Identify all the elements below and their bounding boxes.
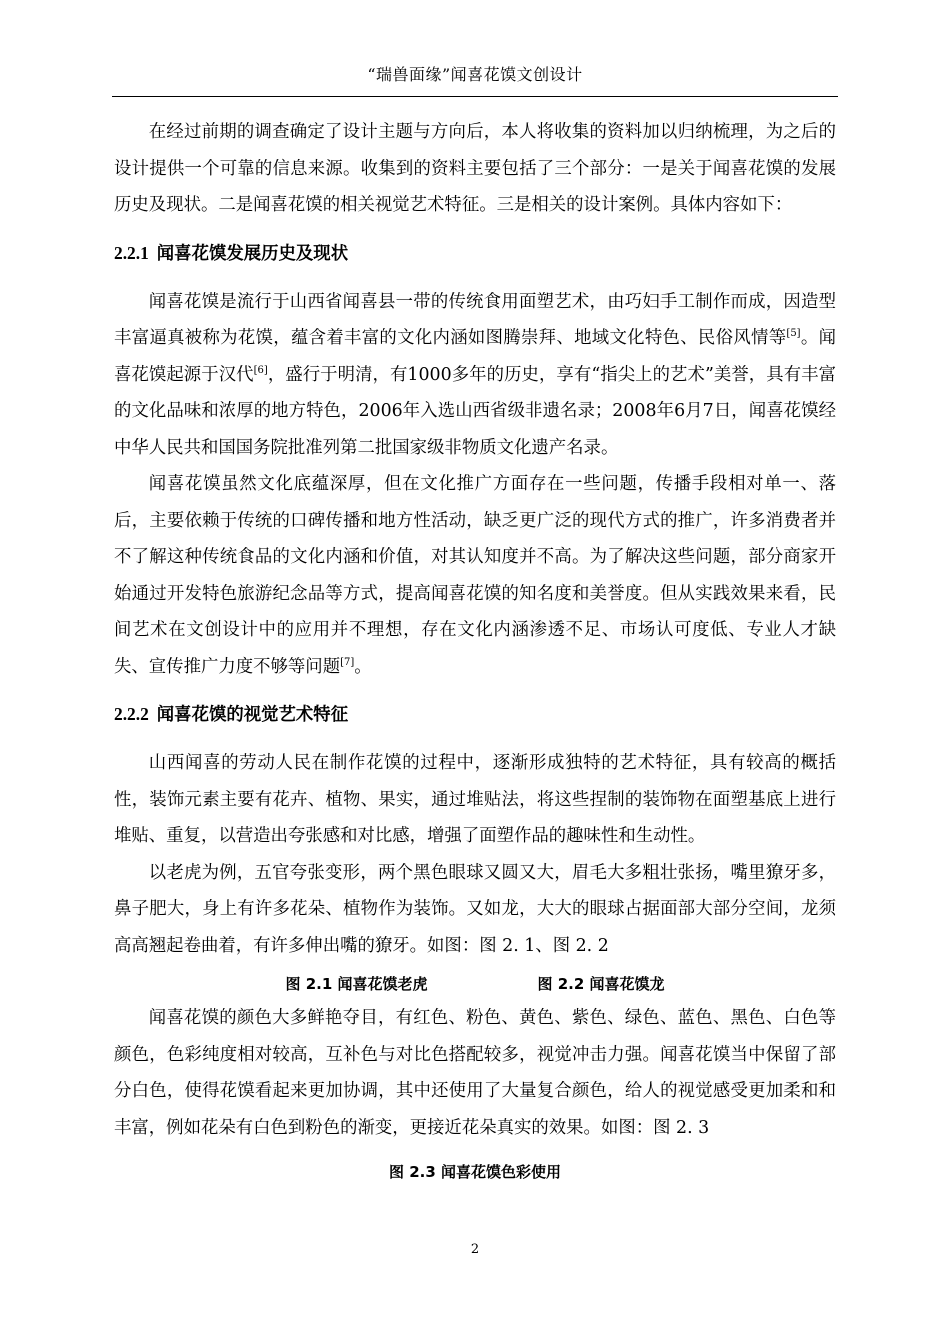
section-heading-2-2-1	[114, 224, 836, 284]
citation: [5]	[786, 328, 801, 339]
text-run: 。	[354, 656, 372, 677]
intro-paragraph: 在经过前期的调查确定了设计主题与方向后，本人将收集的资料加以归纳梳理，为之后的设计提供一个可靠的信息来源。收集到的资料主要包括了三个部分：一是关于闻喜花馍的发展历史及现状。二是闻喜花馍的相关视觉艺术特征。三是相关的设计案例。具体内容如下：	[114, 122, 836, 215]
text-run: 闻喜花馍虽然文化底蕴深厚，但在文化推广方面存在一些问题，传播手段相对单一、落后，主要依赖于传统的口碑传播和地方性活动，缺乏更广泛的现代方式的推广，许多消费者并不了解这种传统食品的文化内涵和价值，对其认知度并不高。为了解决这些问题，部分商家开始通过开发特色旅游纪念品等方式，提高闻喜花馍的知名度和美誉度。但从实践效果来看，民间艺术在文创设计中的应用并不理想，存在文化内涵渗透不足、市场认可度低、专业人才缺失、宣传推广力度不够等问题	[114, 474, 836, 677]
paragraph-history	[114, 284, 836, 467]
text-run: ，盛行于明清，有1000多年的历史，享有“指尖上的艺术”美誉，具有丰富的文化品味和浓厚的地方特色，2006年入选山西省级非遗名录；2008年6月7日，闻喜花馍经中华人民共和国国务院批准列第二批国家级非物质文化遗产名录。	[114, 364, 836, 458]
header-rule	[112, 96, 838, 97]
text-run: 闻喜花馍是流行于山西省闻喜县一带的传统食用面塑艺术，由巧妇手工制作而成，因造型丰富逼真被称为花馍，蕴含着丰富的文化内涵如图腾崇拜、地域文化特色、民俗风情等	[114, 291, 836, 348]
figure-captions	[114, 968, 836, 1000]
paragraph-colors: 闻喜花馍的颜色大多鲜艳夺目，有红色、粉色、黄色、紫色、绿色、蓝色、黑色、白色等颜色，色彩纯度相对较高，互补色与对比色搭配较多，视觉冲击力强。闻喜花馍当中保留了部分白色，使得花馍看起来更加协调，其中还使用了大量复合颜色，给人的视觉感受更加柔和和丰富，例如花朵有白色到粉色的渐变，更接近花朵真实的效果。如图：图 2. 3	[114, 1008, 836, 1138]
section-number: 2.2.1	[114, 242, 149, 263]
section-title: 闻喜花馍发展历史及现状	[156, 243, 349, 264]
figure-caption-2-1: 图 2.1 闻喜花馍老虎	[285, 975, 428, 993]
running-header: “瑞兽面缘”闻喜花馍文创设计	[367, 65, 583, 84]
section-heading-2-2-2	[114, 685, 836, 745]
section-number: 2.2.2	[114, 704, 149, 724]
figure-caption-2-2: 图 2.2 闻喜花馍龙	[537, 975, 665, 993]
paragraph-status	[114, 466, 836, 685]
paragraph-features: 山西闻喜的劳动人民在制作花馍的过程中，逐渐形成独特的艺术特征，具有较高的概括性，装饰元素主要有花卉、植物、果实，通过堆贴法，将这些捏制的装饰物在面塑基底上进行堆贴、重复，以营造出夸张感和对比感，增强了面塑作品的趣味性和生动性。	[114, 753, 836, 846]
citation: [7]	[340, 656, 355, 668]
text-run: 。闻喜花馍起源于汉代	[114, 328, 836, 385]
page-number: 2	[470, 1242, 480, 1257]
section-title: 闻喜花馍的视觉艺术特征	[156, 705, 349, 725]
paragraph-tiger-dragon: 以老虎为例，五官夸张变形，两个黑色眼球又圆又大，眉毛大多粗壮张扬，嘴里獠牙多，鼻子肥大，身上有许多花朵、植物作为装饰。又如龙，大大的眼球占据面部大部分空间，龙须高高翘起卷曲着，有许多伸出嘴的獠牙。如图：图 2. 1、图 2. 2	[114, 862, 836, 956]
citation: [6]	[253, 364, 268, 376]
body-text	[114, 114, 836, 1188]
figure-caption-2-3: 图 2.3 闻喜花馍色彩使用	[388, 1163, 562, 1181]
